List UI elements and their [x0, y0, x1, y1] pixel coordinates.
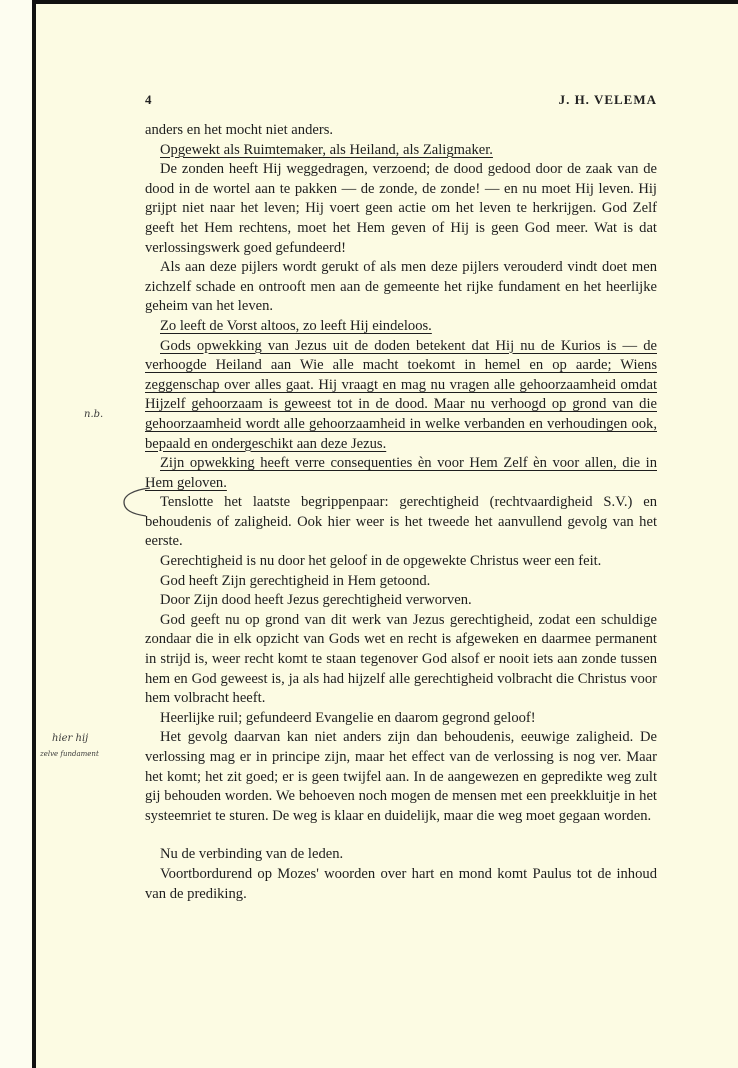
running-author: J. H. VELEMA [558, 92, 657, 107]
paragraph: Het gevolg daarvan kan niet anders zijn dan behoudenis, eeuwige zaligheid. De verlossing mag er in principe zijn, maar het effect van de verlossing is nog ver. Maar het komt; het zit goed; er is geen twijfel aan. In de aangewezen en gepredikte weg zult gij behouden worden. We behoeven noch mogen de mensen met een preekkluitje in het systeemriet te sturen. De weg is klaar en duidelijk, maar die weg moet gegaan worden. [145, 729, 657, 824]
paragraph: Door Zijn dood heeft Jezus gerechtigheid verworven. [160, 592, 472, 609]
margin-note: zelve fundament [40, 750, 99, 758]
paragraph: God geeft nu op grond van dit werk van Jezus gerechtigheid, zodat een schuldige zondaar die in elk opzicht van Gods wet en recht is afgeweken en daarmee permanent in strijd is, weer recht komt te staan tegenover God alsof er nooit iets aan zonde tussen hem en God geweest is, ja als had hijzelf alle gerechtigheid volbracht die Christus voor hem volbracht heeft. [145, 611, 657, 707]
margin-note: hier hij [52, 733, 89, 744]
paragraph: Zijn opwekking heeft verre consequenties èn voor Hem Zelf èn voor allen, die in Hem geloven. [145, 455, 657, 491]
paragraph: Nu de verbinding van de leden. [160, 846, 344, 863]
paragraph: anders en het mocht niet anders. [145, 122, 334, 138]
margin-bracket-mark [116, 484, 156, 520]
paragraph: God heeft Zijn gerechtigheid in Hem getoond. [160, 572, 431, 589]
paragraph: Gerechtigheid is nu door het geloof in de opgewekte Christus weer een feit. [160, 553, 602, 570]
paragraph: Tenslotte het laatste begrippenpaar: gerechtigheid (rechtvaardigheid S.V.) en behoudenis of zaligheid. Ook hier weer is het tweede het aanvullend gevolg van het eerste. [145, 494, 657, 550]
paragraph: Gods opwekking van Jezus uit de doden betekent dat Hij nu de Kurios is — de verhoogde Heiland aan Wie alle macht toekomt in hemel en op aarde; Wiens zeggenschap over alles gaat. Hij vraagt en mag nu vragen alle gehoorzaamheid omdat Hijzelf gehoorzaam is geweest tot in de dood. Maar nu verhoogd op grond van die gehoorzaamheid wordt alle gehoorzaamheid in welke verbanden en verhoudingen ook, bepaald en ondergeschikt aan deze Jezus. [145, 337, 657, 452]
paragraph: Zo leeft de Vorst altoos, zo leeft Hij eindeloos. [160, 317, 432, 334]
margin-note: n.b. [84, 409, 104, 420]
paragraph: Als aan deze pijlers wordt gerukt of als men deze pijlers verouderd vindt doet men zichzelf schade en ontrooft men aan de gemeente het rijke fundament en het heerlijke geheim van het leven. [145, 259, 657, 315]
paragraph: Voortbordurend op Mozes' woorden over hart en mond komt Paulus tot de inhoud van de prediking. [145, 865, 657, 902]
running-header [145, 92, 657, 112]
paragraph: Heerlijke ruil; gefundeerd Evangelie en daarom gegrond geloof! [160, 709, 536, 726]
page-number: 4 [145, 92, 152, 107]
body-text [145, 121, 657, 904]
paragraph: Opgewekt als Ruimtemaker, als Heiland, als Zaligmaker. [160, 141, 493, 158]
paragraph: De zonden heeft Hij weggedragen, verzoend; de dood gedood door de zaak van de dood in de wortel aan te pakken — de zonde, de zonde! — en nu moet Hij leven. Hij grijpt niet naar het leven; Hij voert geen actie om het leven te herkrijgen. God Zelf geeft het Hem rechtens, moet het Hem geven of Hij is geen God meer. Wat is dat verlossingswerk goed gefundeerd! [145, 161, 657, 256]
